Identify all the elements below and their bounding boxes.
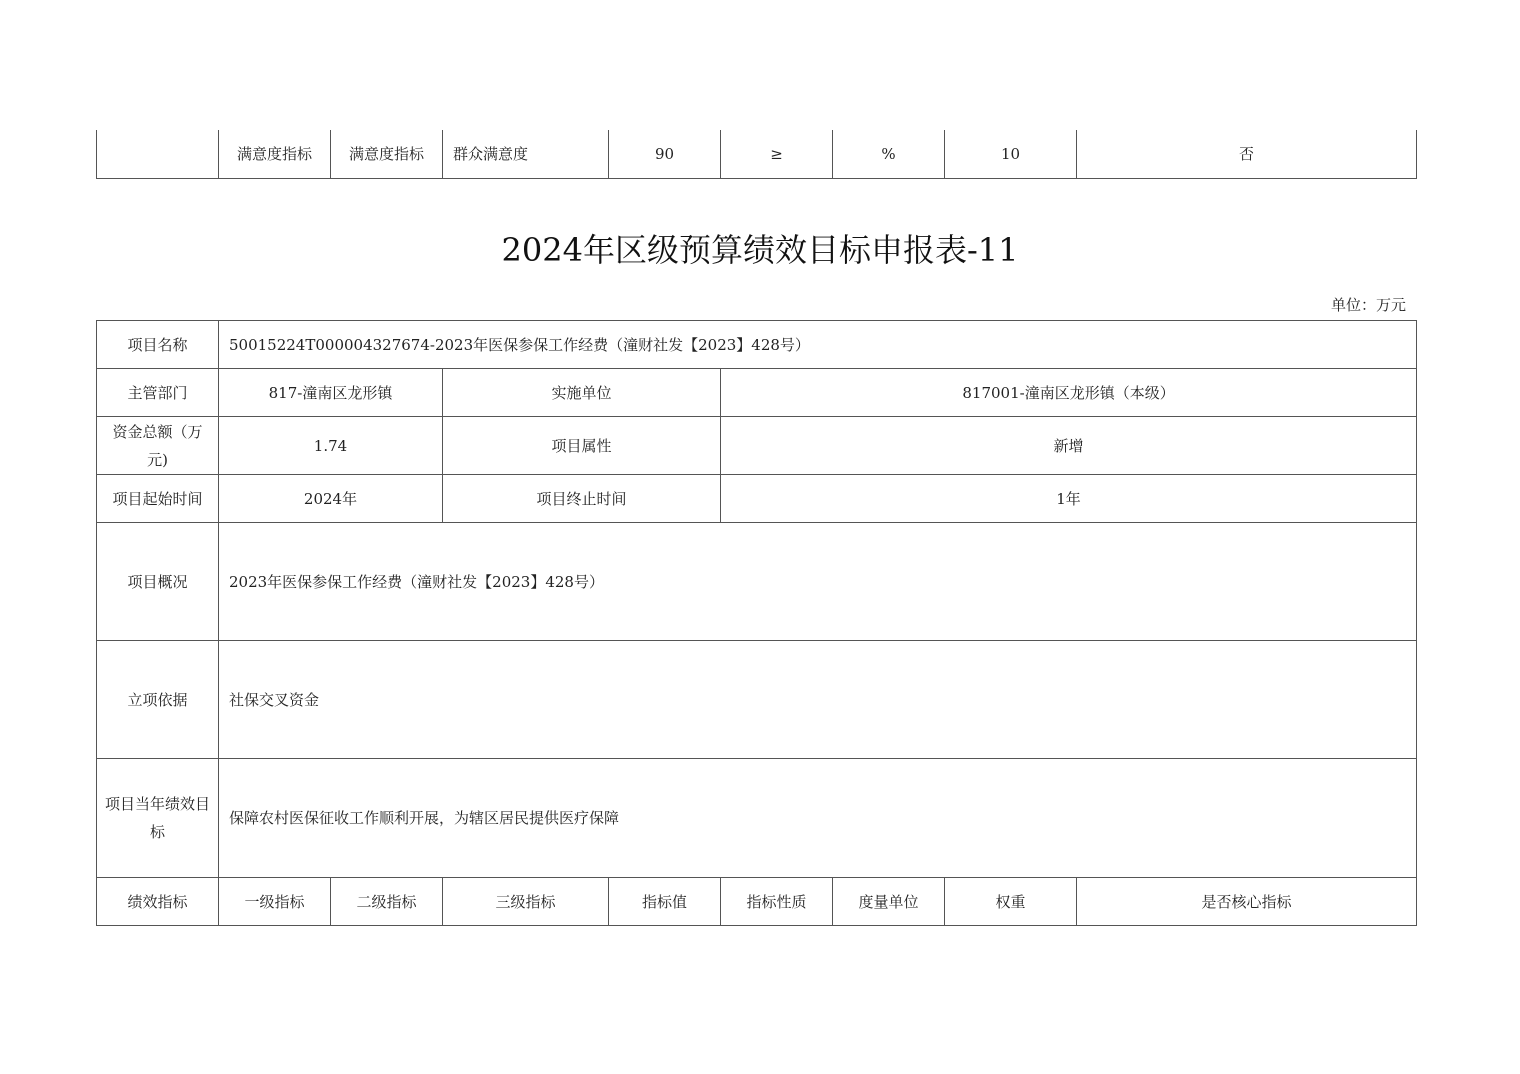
impl-label: 实施单位 (443, 369, 721, 417)
time-row (97, 475, 1417, 523)
project-name-label: 项目名称 (97, 321, 219, 369)
header-level1: 一级指标 (219, 878, 331, 926)
basis-value: 社保交叉资金 (219, 641, 1417, 759)
level2-cell: 满意度指标 (331, 130, 443, 178)
end-value: 1年 (721, 475, 1417, 523)
nature-cell: ≥ (721, 130, 833, 178)
dept-label: 主管部门 (97, 369, 219, 417)
goal-row (97, 759, 1417, 878)
overview-label: 项目概况 (97, 523, 219, 641)
fund-value: 1.74 (219, 417, 443, 475)
header-core: 是否核心指标 (1077, 878, 1417, 926)
goal-value: 保障农村医保征收工作顺利开展，为辖区居民提供医疗保障 (219, 759, 1417, 878)
weight-cell: 10 (945, 130, 1077, 178)
budget-target-table (96, 320, 1417, 926)
unit-cell: % (833, 130, 945, 178)
header-indicator: 绩效指标 (97, 878, 219, 926)
overview-value: 2023年医保参保工作经费（潼财社发【2023】428号） (219, 523, 1417, 641)
attr-label: 项目属性 (443, 417, 721, 475)
indicator-row (97, 130, 1417, 178)
core-cell: 否 (1077, 130, 1417, 178)
value-cell: 90 (609, 130, 721, 178)
header-level2: 二级指标 (331, 878, 443, 926)
header-value: 指标值 (609, 878, 721, 926)
project-name-row (97, 321, 1417, 369)
header-weight: 权重 (945, 878, 1077, 926)
start-label: 项目起始时间 (97, 475, 219, 523)
fund-label: 资金总额（万元) (97, 417, 219, 475)
dept-value: 817-潼南区龙形镇 (219, 369, 443, 417)
project-name-value: 50015224T000004327674-2023年医保参保工作经费（潼财社发【2023】428号） (219, 321, 1417, 369)
department-row (97, 369, 1417, 417)
page-title: 2024年区级预算绩效目标申报表-11 (501, 231, 1019, 269)
level3-cell: 群众满意度 (443, 130, 609, 178)
basis-row (97, 641, 1417, 759)
start-value: 2024年 (219, 475, 443, 523)
overview-row (97, 523, 1417, 641)
empty-cell (97, 130, 219, 178)
unit-label: 单位：万元 (1330, 296, 1406, 314)
continued-indicator-table (96, 130, 1417, 179)
fund-row (97, 417, 1417, 475)
header-unit: 度量单位 (833, 878, 945, 926)
level1-cell: 满意度指标 (219, 130, 331, 178)
goal-label: 项目当年绩效目标 (97, 759, 219, 878)
end-label: 项目终止时间 (443, 475, 721, 523)
header-nature: 指标性质 (721, 878, 833, 926)
attr-value: 新增 (721, 417, 1417, 475)
header-level3: 三级指标 (443, 878, 609, 926)
indicator-header-row (97, 878, 1417, 926)
basis-label: 立项依据 (97, 641, 219, 759)
impl-value: 817001-潼南区龙形镇（本级） (721, 369, 1417, 417)
